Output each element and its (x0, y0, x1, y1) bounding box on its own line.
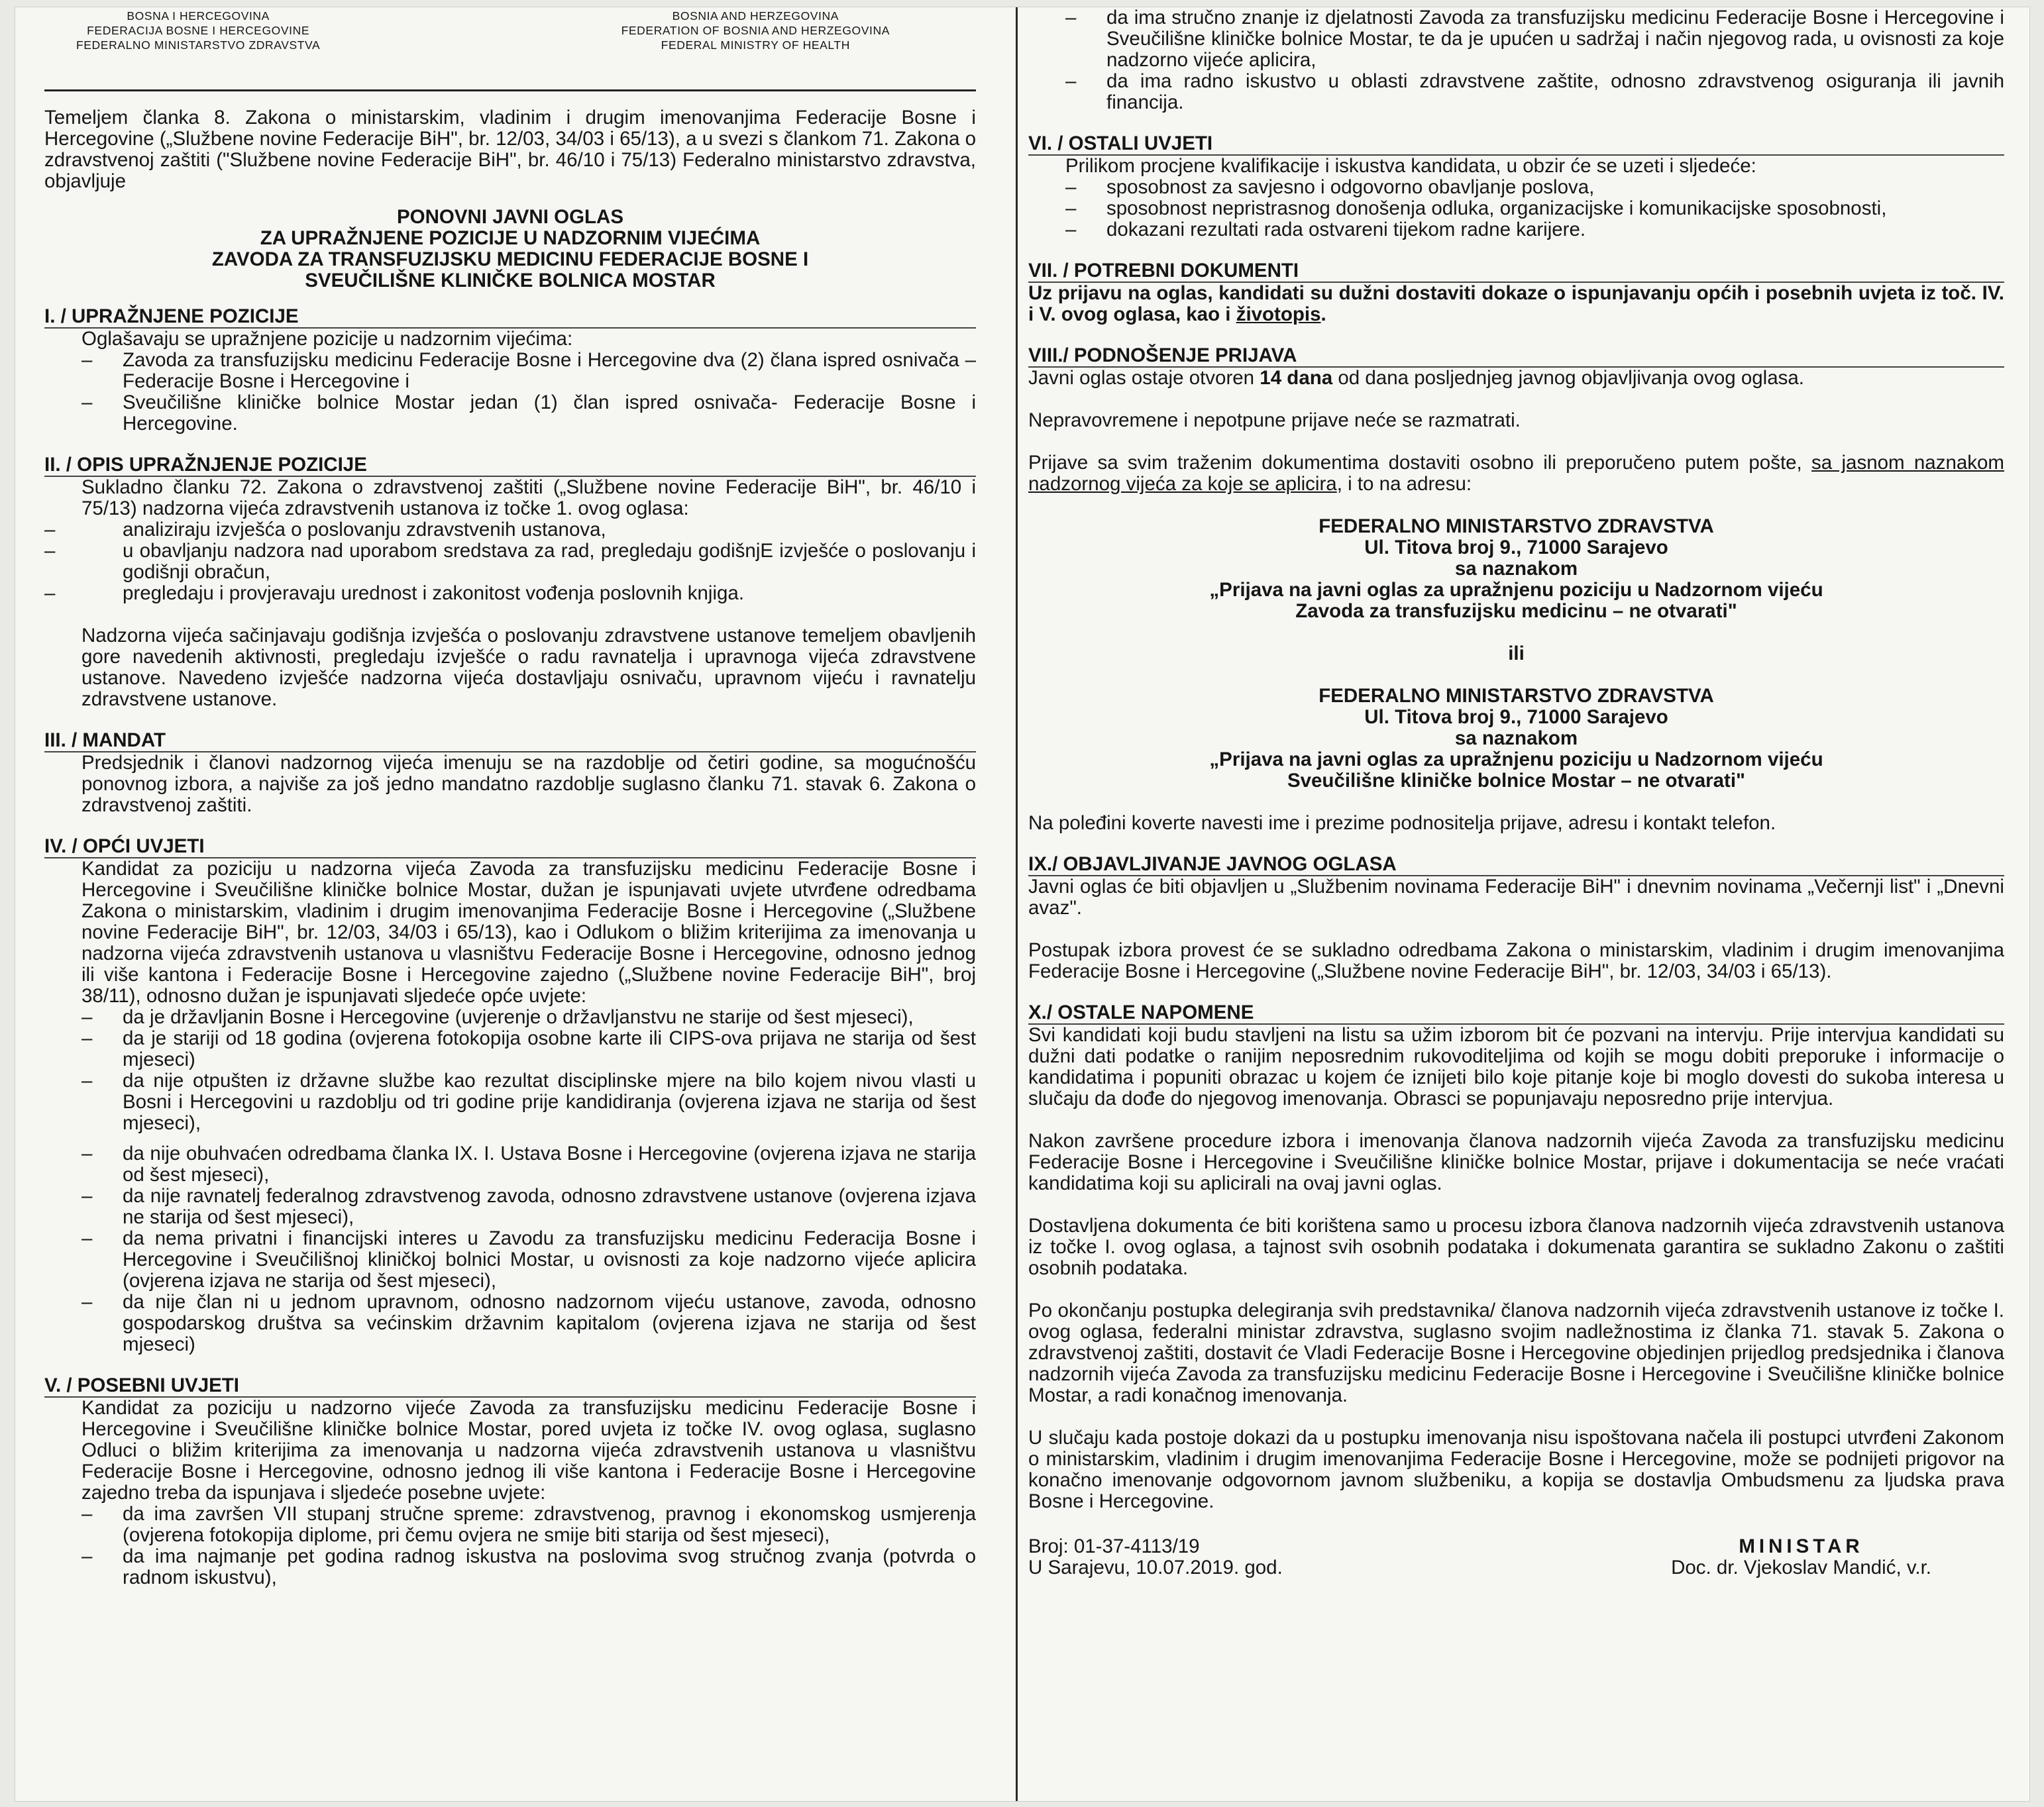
signatory-name: Doc. dr. Vjekoslav Mandić, v.r. (1671, 1557, 1931, 1578)
section-lead: Prilikom procjene kvalifikacije i iskustva kandidata, u obzir će se uzeti i sljedeće: (1065, 155, 1756, 177)
cv-underlined: životopis (1236, 303, 1321, 325)
issue-date: U Sarajevu, 10.07.2019. god. (1028, 1557, 1283, 1578)
address-line: „Prijava na javni oglas za upražnjenu poziciju u Nadzornom vijeću (1209, 579, 1823, 601)
section-heading: IV. / OPĆI UVJETI (44, 836, 976, 858)
address-line: FEDERALNO MINISTARSTVO ZDRAVSTVA (1318, 515, 1714, 537)
note-paragraph: Dostavljena dokumenta će biti korištena samo u procesu izbora članova nadzornih vijeća zdravstvenih ustanova iz točke I. ovog oglasa, a tajnost svih osobnih podataka i dokumenata garantira se sukladno Zakonu o zaštiti osobnih podataka. (1028, 1215, 2004, 1279)
or-separator: ili (1508, 643, 1525, 664)
header-divider (44, 89, 976, 91)
late-applications-note: Nepravovremene i nepotpune prijave neće se razmatrati. (1028, 409, 1521, 431)
reference-block (1028, 1536, 1283, 1578)
signatory-block (1671, 1536, 2004, 1578)
note-paragraph: Svi kandidati koji budu stavljeni na listu sa užim izborom bit će pozvani na intervju. Prije intervjua kandidati su dužni dati podatke o ranijim neposrednim rukovoditeljima od kojih se mogu dobiti preporuke i informacije o kandidatima i popuniti obrazac u kojem će iznijeti bilo koje pitanje koje bi moglo dovesti do sukoba interesa u slučaju da dođe do njegovog imenovanja. Obrasci se popunjavaju neposredno prije intervjua. (1028, 1024, 2004, 1110)
special-conditions-list-continued (1028, 7, 2004, 113)
address-line: „Prijava na javni oglas za upražnjenu poziciju u Nadzornom vijeću (1209, 749, 1823, 770)
list-item: – analiziraju izvješća o poslovanju zdravstvenih ustanova, (44, 519, 976, 541)
reference-number: Broj: 01-37-4113/19 (1028, 1535, 1200, 1557)
section-heading: III. / MANDAT (44, 730, 976, 752)
header-local (76, 9, 320, 67)
list-item: – da je državljanin Bosne i Hercegovine (uvjerenje o državljanstvu ne starije od šest mjeseci), (81, 1007, 976, 1028)
note-paragraph: U slučaju kada postoje dokazi da u postupku imenovanja nisu ispoštovana načela ili postupci utvrđeni Zakonom o ministarskim, vladinim i drugim imenovanjima Federacije Bosne i Hercegovine, može se podnijeti prigovor na konačno imenovanje odgovornom javnom službeniku, a kopija se dostavlja Ombudsmenu za ljudska prava Bosne i Hercegovine. (1028, 1427, 2004, 1512)
submission-text-end: , i to na adresu: (1336, 473, 1472, 495)
title-line: SVEUČILIŠNE KLINIČKE BOLNICA MOSTAR (305, 270, 716, 291)
note-paragraph: Nakon završene procedure izbora i imenovanja članova nadzornih vijeća Zavoda za transfuzijsku medicinu Federacije Bosne i Hercegovine i Sveučilišne kliničke bolnice Mostar, prijave i dokumentacija se neće vraćati kandidatima koji su aplicirali na ovaj javni oglas. (1028, 1130, 2004, 1194)
ministry-header (44, 7, 976, 67)
address-line: sa naznakom (1454, 558, 1578, 580)
address-line: FEDERALNO MINISTARSTVO ZDRAVSTVA (1318, 685, 1714, 707)
list-item: – da ima završen VII stupanj stručne spreme: zdravstvenog, pravnog i ekonomskog usmjerenja (ovjerena fotokopija diplome, pri čemu ovjera ne smije biti starija od šest mjeseci), (81, 1504, 976, 1546)
section-lead: Oglašavaju se upražnjene pozicije u nadzornim vijećima: (81, 328, 573, 350)
section-heading: I. / UPRAŽNJENE POZICIJE (44, 306, 976, 329)
address-line: sa naznakom (1454, 727, 1578, 749)
header-line: BOSNIA AND HERZEGOVINA (672, 9, 839, 23)
header-line: FEDERAL MINISTRY OF HEALTH (661, 38, 850, 52)
left-column (39, 7, 987, 1801)
section-heading: V. / POSEBNI UVJETI (44, 1375, 976, 1398)
section-lead: Sukladno članku 72. Zakona o zdravstvenoj zaštiti („Službene novine Federacije BiH", br. 46/10 i 75/13) nadzorna vijeća zdravstvenih ustanova iz točke 1. ovog oglasa: (81, 476, 976, 519)
header-line: FEDERALNO MINISTARSTVO ZDRAVSTVA (76, 38, 321, 52)
list-item: – da ima stručno znanje iz djelatnosti Zavoda za transfuzijsku medicinu Federacije Bosne i Hercegovine i Sveučilišne kliničke bolnice Mostar, te da je upućen u sadržaj i način njegovog rada, u ovisnosti za koje nadzorno vijeće aplicira, (1065, 7, 2004, 71)
list-item: – Zavoda za transfuzijsku medicinu Federacije Bosne i Hercegovine dva (2) člana ispred osnivača – Federacije Bosne i Hercegovine i (81, 350, 976, 392)
section-heading: IX./ OBJAVLJIVANJE JAVNOG OGLASA (1028, 854, 2004, 876)
note-paragraph: Po okončanju postupka delegiranja svih predstavnika/ članova nadzornih vijeća zdravstvenih ustanove iz točke I. ovog oglasa, federalni ministar zdravstva, suglasno svojim nadležnostima iz članka 71. stavak 5. Zakona o zdravstvenoj zaštiti, dostavit će Vladi Federacije Bosne i Hercegovine objedinjen prijedlog predsjednika i članova nadzornih vijeća Zavoda za transfuzijsku medicinu Federacije Bosne i Hercegovine i Sveučilišne kliničke bolnice Mostar, a radi konačnog imenovanja. (1028, 1300, 2004, 1406)
special-conditions-list (44, 1504, 976, 1588)
section-lead: Kandidat za poziciju u nadzorna vijeća Zavoda za transfuzijsku medicinu Federacije Bosne i Hercegovine i Sveučilišne kliničke bolnice Mostar, dužan je ispunjavati uvjete utvrđene odredbama Zakona o ministarskim, vladinim i drugim imenovanjima Federacije Bosne i Hercegovine („Službene novine Federacije BiH", br. 12/03, 34/03 i 65/13), kao i Odlukom o bližim kriterijima za imenovanja u nadzorna vijeća zdravstvenih ustanova u vlasništvu Federacije Bosne i Hercegovine, odnosno jednog ili više kantona i Federacije Bosne i Hercegovine zajedno („Službene novine Federacije BiH", broj 38/11), odnosno dužan je ispunjavati sljedeće opće uvjete: (81, 858, 976, 1007)
address-line: Zavoda za transfuzijsku medicinu – ne otvarati" (1295, 600, 1737, 622)
publication-paragraph: Javni oglas će biti objavljen u „Službenim novinama Federacije BiH" i dnevnim novinama „Večernji list" i „Dnevni avaz". (1028, 876, 2004, 919)
general-conditions-list (44, 1007, 976, 1355)
section-heading: X./ OSTALE NAPOMENE (1028, 1002, 2004, 1025)
section-paragraph: Nadzorna vijeća sačinjavaju godišnja izvješća o poslovanju zdravstvene ustanove temeljem obavljenih gore navedenih aktivnosti, pregledaju izvješće o radu ravnatelja i upravnoga vijeća zdravstvene ustanove. Navedeno izvješće nadzorna vijeća dostavljaju osnivaču, upravnom vijeću i ravnatelju zdravstvene ustanove. (81, 625, 976, 710)
list-item: – sposobnost nepristrasnog donošenja odluka, organizacijske i komunikacijske sposobnosti, (1065, 198, 2004, 219)
header-english (621, 9, 890, 67)
documents-text: Uz prijavu na oglas, kandidati su dužni dostaviti dokaze o ispunjavanju općih i posebnih uvjeta iz toč. IV. i V. ovog oglasa, kao i (1028, 282, 2004, 325)
address-block-1 (1028, 516, 2004, 622)
list-item: – da nije obuhvaćen odredbama članka IX. I. Ustava Bosne i Hercegovine (ovjerena izjava ne starija od šest mjeseci), (81, 1143, 976, 1186)
section-heading: VIII./ PODNOŠENJE PRIJAVA (1028, 345, 2004, 368)
header-line: FEDERATION OF BOSNIA AND HERZEGOVINA (621, 24, 890, 37)
list-item: – da ima radno iskustvo u oblasti zdravstvene zaštite, odnosno zdravstvenog osiguranja ili javnih financija. (1065, 71, 2004, 113)
title-line: ZAVODA ZA TRANSFUZIJSKU MEDICINU FEDERACIJE BOSNE I (211, 248, 809, 270)
section-lead: Kandidat za poziciju u nadzorno vijeće Zavoda za transfuzijsku medicinu Federacije Bosne i Hercegovine i Sveučilišne kliničke bolnice Mostar, pored uvjeta iz točke IV. ovog oglasa, suglasno Odluci o bližim kriterijima za imenovanja u nadzorna vijeća zdravstvenih ustanova u vlasništvu Federacije Bosne i Hercegovine, odnosno jednog ili više kantona i Federacije Bosne i Hercegovine zajedno treba da ispunjava i sljedeće posebne uvjete: (81, 1397, 976, 1504)
other-conditions-list (1028, 177, 2004, 240)
submission-paragraph (1028, 452, 2004, 495)
list-item: – da nema privatni i financijski interes u Zavodu za transfuzijsku medicinu Federacija Bosne i Hercegovine i Sveučilišnoj kliničkoj bolnici Mostar, u ovisnosti za koje nadzorno vijeće aplicira (ovjerena izjava ne starija od šest mjeseci), (81, 1228, 976, 1292)
section-heading: II. / OPIS UPRAŽNJENJE POZICIJE (44, 454, 976, 477)
list-item: – dokazani rezultati rada ostvareni tijekom radne karijere. (1065, 219, 2004, 240)
address-line: Sveučilišne kliničke bolnice Mostar – ne otvarati" (1287, 770, 1746, 792)
list-item: – u obavljanju nadzora nad uporabom sredstava za rad, pregledaju godišnjE izvješće o poslovanju i godišnji obračun, (44, 541, 976, 583)
section-paragraph: Predsjednik i članovi nadzornog vijeća imenuju se na razdoblje od četiri godine, sa mogućnošću ponovnog izbora, a najviše za još jedno mandatno razdoblje suglasno članku 71. stavak 6. Zakona o zdravstvenoj zaštiti. (81, 752, 976, 816)
notice-title (44, 207, 976, 291)
list-item: – da nije član ni u jednom upravnom, odnosno nadzornom vijeću ustanove, zavoda, odnosno gospodarskog društva sa većinskim državnim kapitalom (ovjerena izjava ne starija od šest mjeseci) (81, 1292, 976, 1355)
list-item: – da je stariji od 18 godina (ovjerena fotokopija osobne karte ili CIPS-ova prijava ne starija od šest mjeseci) (81, 1028, 976, 1070)
selection-paragraph: Postupak izbora provest će se sukladno odredbama Zakona o ministarskim, vladinim i drugim imenovanjima Federacije Bosne i Hercegovine („Službene novine Federacije BiH", br. 12/03, 34/03 i 65/13). (1028, 939, 2004, 982)
header-line: FEDERACIJA BOSNE I HERCEGOVINE (87, 24, 310, 37)
list-item: – sposobnost za savjesno i odgovorno obavljanje poslova, (1065, 177, 2004, 198)
address-line: Ul. Titova broj 9., 71000 Sarajevo (1364, 706, 1668, 728)
list-item: – da nije ravnatelj federalnog zdravstvenog zavoda, odnosno zdravstvene ustanove (ovjerena izjava ne starija od šest mjeseci), (81, 1186, 976, 1228)
deadline-paragraph (1028, 368, 2004, 389)
signature-area (1028, 1536, 2004, 1578)
signatory-role: MINISTAR (1739, 1535, 1864, 1557)
list-item: – Sveučilišne kliničke bolnice Mostar jedan (1) član ispred osnivača- Federacije Bosne i Hercegovine. (81, 392, 976, 435)
documents-paragraph (1028, 283, 2004, 325)
list-item: – pregledaju i provjeravaju urednost i zakonitost vođenja poslovnih knjiga. (44, 583, 976, 604)
position-list (44, 350, 976, 435)
section-heading: VII. / POTREBNI DOKUMENTI (1028, 260, 2004, 283)
list-item: – da ima najmanje pet godina radnog iskustva na poslovima svog stručnog zvanja (potvrda o radnom iskustvu), (81, 1546, 976, 1588)
envelope-note: Na poleđini koverte navesti ime i prezime podnositelja prijave, adresu i kontakt telefon. (1028, 812, 1776, 834)
newspaper-page (15, 7, 2030, 1802)
submission-text: Prijave sa svim traženim dokumentima dostaviti osobno ili preporučeno putem pošte, (1028, 452, 1812, 474)
title-line: PONOVNI JAVNI OGLAS (396, 206, 624, 228)
duty-list (44, 519, 976, 604)
list-item: – da nije otpušten iz državne službe kao rezultat disciplinske mjere na bilo kojem nivou vlasti u Bosni i Hercegovini u razdoblju od tri godine prije kandidiranja (ovjerena izjava ne starija od šest mjeseci), (81, 1070, 976, 1134)
address-line: Ul. Titova broj 9., 71000 Sarajevo (1364, 537, 1668, 558)
section-heading: VI. / OSTALI UVJETI (1028, 133, 2004, 156)
documents-text-end: . (1320, 303, 1326, 325)
deadline-days: 14 dana (1260, 367, 1333, 389)
address-block-2 (1028, 686, 2004, 792)
deadline-text-end: od dana posljednjeg javnog objavljivanja ovog oglasa. (1332, 367, 1804, 389)
right-column (1016, 7, 2010, 1801)
intro-paragraph: Temeljem članka 8. Zakona o ministarskim, vladinim i drugim imenovanjima Federacije Bosne i Hercegovine („Službene novine Federacije BiH", br. 12/03, 34/03 i 65/13), a u svezi s člankom 71. Zakona o zdravstvenoj zaštiti ("Službene novine Federacije BiH", br. 46/10 i 75/13) Federalno ministarstvo zdravstva, objavljuje (44, 107, 976, 192)
header-line: BOSNA I HERCEGOVINA (127, 9, 270, 23)
submission-underlined: sa jasnom naznakom nadzornog vijeća za koje se aplicira (1028, 452, 2004, 495)
deadline-text: Javni oglas ostaje otvoren (1028, 367, 1260, 389)
title-line: ZA UPRAŽNJENE POZICIJE U NADZORNIM VIJEĆIMA (260, 227, 761, 249)
